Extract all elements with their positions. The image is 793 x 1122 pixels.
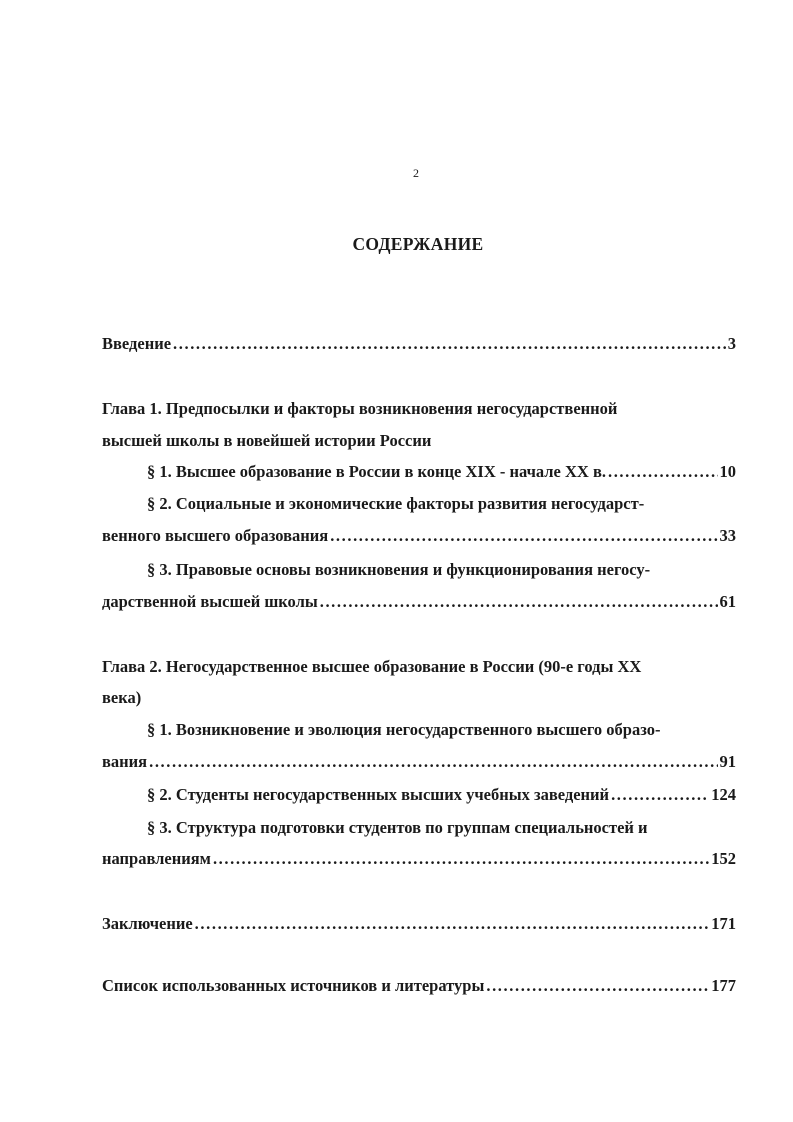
- dot-leader: [486, 975, 709, 997]
- dot-leader: [330, 525, 717, 547]
- toc-entry-ch2-s3-line-1: § 3. Структура подготовки студентов по группам специальностей и: [147, 818, 648, 837]
- toc-entry-ch2-s1-line-1: § 1. Возникновение и эволюция негосударственного высшего образо-: [147, 720, 661, 739]
- toc-entry-label: Список использованных источников и литературы: [102, 976, 485, 995]
- chapter-1-heading-line-1: Глава 1. Предпосылки и факторы возникновения негосударственной: [102, 399, 618, 418]
- dot-leader: [149, 751, 717, 773]
- toc-entry-label: Заключение: [102, 914, 193, 933]
- toc-page-number: 91: [719, 752, 736, 771]
- toc-entry-ch1-s2-line-1: § 2. Социальные и экономические факторы развития негосударст-: [147, 494, 645, 513]
- toc-entry-label: Введение: [102, 334, 172, 353]
- toc-page-number: 33: [719, 526, 736, 545]
- chapter-2-heading-line-2: века): [102, 688, 142, 707]
- toc-entry-label: § 1. Высшее образование в России в конце XIX - начале XX в.: [147, 462, 606, 481]
- toc-entry-intro: [102, 333, 736, 355]
- toc-entry-conclusion: [102, 913, 736, 935]
- toc-page-number: 124: [711, 785, 736, 804]
- chapter-2-heading-line-1: Глава 2. Негосударственное высшее образование в России (90-е годы XX: [102, 657, 642, 676]
- toc-page-number: 3: [727, 334, 736, 353]
- dot-leader: [611, 784, 709, 806]
- toc-entry-label: вания: [102, 752, 148, 771]
- toc-entry-ch1-s2-line-2: [102, 525, 736, 547]
- page-title: СОДЕРЖАНИЕ: [352, 234, 484, 254]
- toc-entry-label: венного высшего образования: [102, 526, 329, 545]
- dot-leader: [173, 333, 726, 355]
- toc-page-number: 177: [711, 976, 736, 995]
- toc-page-number: 10: [719, 462, 736, 481]
- toc-entry-ch2-s3-line-2: [102, 848, 736, 870]
- toc-entry-label: направлениям: [102, 849, 211, 868]
- dot-leader: [320, 591, 718, 613]
- toc-entry-sources: [102, 975, 736, 997]
- toc-entry-label: дарственной высшей школы: [102, 592, 318, 611]
- toc-entry-ch1-s1: [147, 461, 736, 483]
- toc-page-number: 171: [711, 914, 736, 933]
- dot-leader: [608, 461, 718, 483]
- toc-entry-ch2-s1-line-2: [102, 751, 736, 773]
- dot-leader: [213, 848, 709, 870]
- page-number: 2: [413, 166, 419, 180]
- chapter-1-heading-line-2: высшей школы в новейшей истории России: [102, 431, 432, 450]
- toc-entry-ch1-s3-line-2: [102, 591, 736, 613]
- toc-entry-label: § 2. Студенты негосударственных высших учебных заведений: [147, 785, 610, 804]
- toc-page-number: 152: [711, 849, 736, 868]
- dot-leader: [195, 913, 710, 935]
- toc-page-number: 61: [719, 592, 736, 611]
- toc-entry-ch2-s2: [147, 784, 736, 806]
- toc-entry-ch1-s3-line-1: § 3. Правовые основы возникновения и функционирования негосу-: [147, 560, 651, 579]
